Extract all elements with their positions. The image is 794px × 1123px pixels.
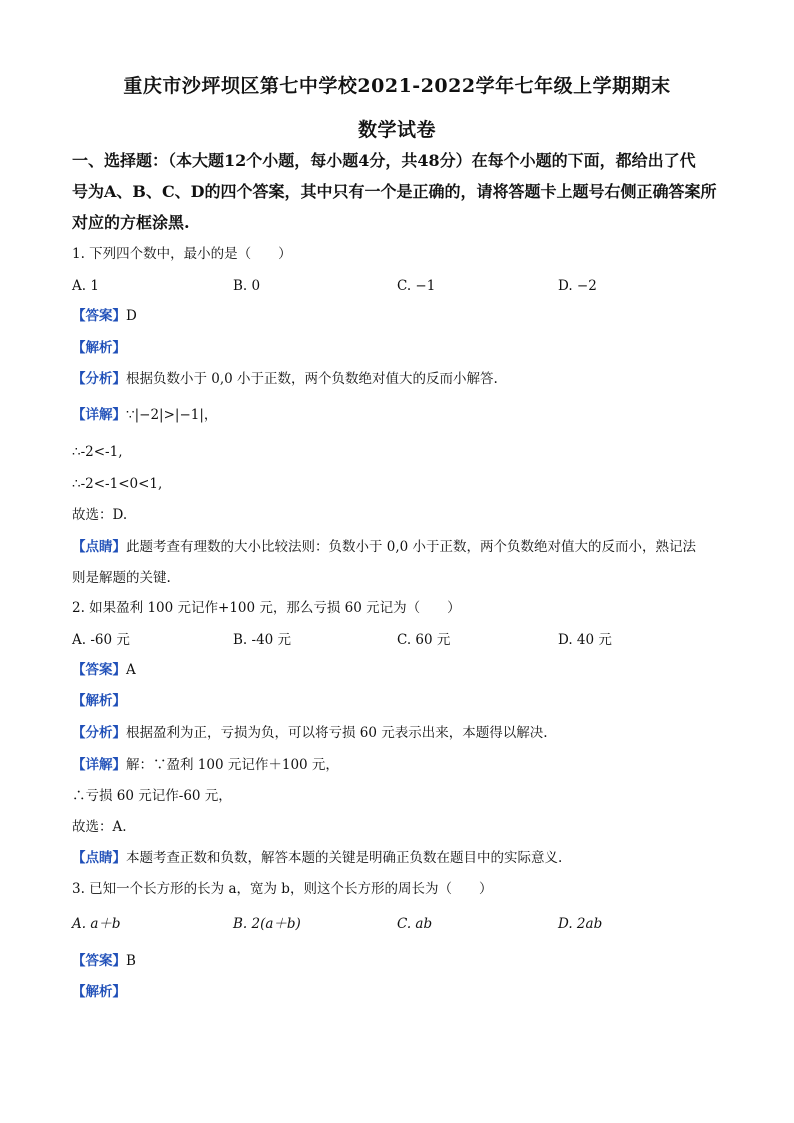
q3-option-a: A. a＋b — [72, 916, 121, 932]
q1-step-2: ∴-2<-1<0<1, — [72, 476, 163, 492]
q1-comment-1: 此题考查有理数的大小比较法则：负数小于 0,0 小于正数，两个负数绝对值大的反而小，熟记法 — [126, 539, 697, 555]
q2-answer: A — [126, 662, 136, 678]
q1-fenxi-line — [72, 369, 498, 389]
q2-option-d: D. 40 元 — [558, 632, 612, 648]
q1-option-c: C. −1 — [397, 278, 436, 294]
question-2-stem: 2. 如果盈利 100 元记作+100 元，那么亏损 60 元记为（ ） — [72, 600, 461, 616]
q2-comment-line — [72, 848, 562, 868]
q2-detail: 解：∵盈利 100 元记作＋100 元， — [126, 757, 339, 773]
analysis-tag: 【解析】 — [72, 693, 126, 709]
q1-analysis-line — [72, 338, 126, 358]
q2-fenxi-line — [72, 723, 548, 743]
document-subtitle: 数学试卷 — [357, 119, 436, 141]
q1-answer: D — [126, 308, 137, 324]
q1-answer-line — [72, 306, 137, 326]
fenxi-tag: 【分析】 — [72, 371, 126, 387]
q3-answer: B — [126, 953, 136, 969]
q3-analysis-line — [72, 982, 126, 1002]
answer-tag: 【答案】 — [72, 953, 126, 969]
comment-tag: 【点睛】 — [72, 539, 126, 555]
q1-option-d: D. −2 — [558, 278, 597, 294]
q3-answer-line — [72, 951, 136, 971]
q2-analysis-line — [72, 691, 126, 711]
q1-fenxi: 根据负数小于 0,0 小于正数，两个负数绝对值大的反而小解答. — [126, 371, 498, 387]
q2-fenxi: 根据盈利为正，亏损为负，可以将亏损 60 元表示出来，本题得以解决. — [126, 725, 548, 741]
q1-detail: ∵|−2|>|−1|， — [126, 407, 218, 423]
q2-comment: 本题考查正数和负数，解答本题的关键是明确正负数在题目中的实际意义. — [126, 850, 563, 866]
fenxi-tag: 【分析】 — [72, 725, 126, 741]
q2-choose: 故选：A. — [72, 819, 127, 835]
section-line-2: 号为A、B、C、D的四个答案，其中只有一个是正确的，请将答题卡上题号右侧正确答案所 — [72, 182, 717, 201]
q1-option-a: A. 1 — [72, 278, 99, 294]
section-heading — [72, 145, 732, 238]
analysis-tag: 【解析】 — [72, 340, 126, 356]
section-line-1: 一、选择题：（本大题12个小题，每小题4分，共48分）在每个小题的下面，都给出了代 — [72, 151, 696, 170]
q1-detail-line — [72, 405, 217, 425]
question-3-stem: 3. 已知一个长方形的长为 a，宽为 b，则这个长方形的周长为（ ） — [72, 881, 493, 897]
q2-option-b: B. -40 元 — [233, 632, 292, 648]
q3-option-d: D. 2ab — [558, 916, 603, 932]
analysis-tag: 【解析】 — [72, 984, 126, 1000]
q1-comment-2: 则是解题的关键. — [72, 570, 171, 586]
detail-tag: 【详解】 — [72, 757, 126, 773]
question-1-stem: 1. 下列四个数中，最小的是（ ） — [72, 246, 292, 262]
q2-option-c: C. 60 元 — [397, 632, 451, 648]
q3-option-b: B. 2(a＋b) — [233, 916, 301, 932]
q2-step-1: ∴亏损 60 元记作-60 元， — [72, 788, 232, 804]
comment-tag: 【点睛】 — [72, 850, 126, 866]
document-title: 重庆市沙坪坝区第七中学校2021-2022学年七年级上学期期末 — [123, 75, 671, 97]
q2-option-a: A. -60 元 — [72, 632, 130, 648]
q3-option-c: C. ab — [397, 916, 433, 932]
answer-tag: 【答案】 — [72, 662, 126, 678]
q1-comment-line — [72, 537, 696, 557]
answer-tag: 【答案】 — [72, 308, 126, 324]
q1-option-b: B. 0 — [233, 278, 261, 294]
q1-step-1: ∴-2<-1, — [72, 444, 123, 460]
q1-choose: 故选：D. — [72, 507, 128, 523]
section-line-3: 对应的方框涂黑. — [72, 213, 190, 232]
q2-answer-line — [72, 660, 136, 680]
q2-detail-line — [72, 755, 339, 775]
detail-tag: 【详解】 — [72, 407, 126, 423]
